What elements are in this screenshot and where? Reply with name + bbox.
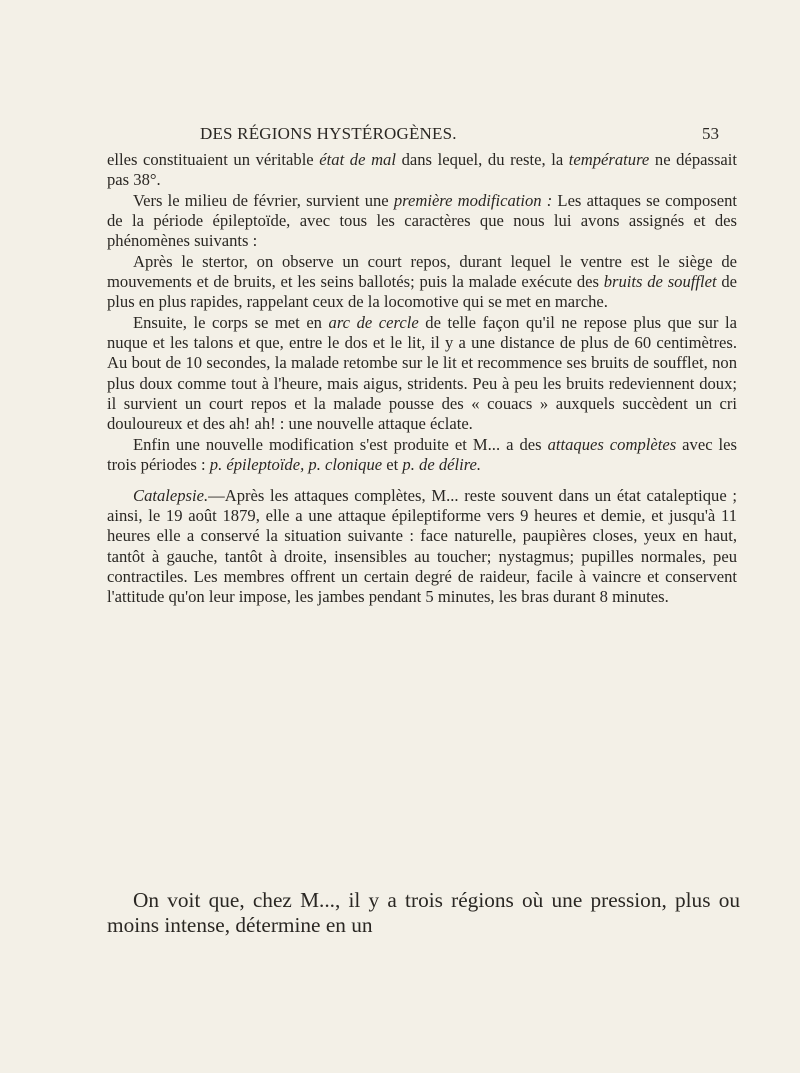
main-text — [107, 150, 737, 608]
section-heading: Catalepsie. — [133, 485, 209, 505]
paragraph-5: Enfin une nouvelle modification s'est produite et M... a des attaques complètes avec les trois périodes : p. épileptoïde, p. clonique et p. de délire. — [107, 434, 737, 475]
page-number: 53 — [702, 124, 719, 143]
paragraph-4: Ensuite, le corps se met en arc de cercle de telle façon qu'il ne repose plus que sur la nuque et les talons et que, entre le dos et le lit, il y a une distance de plus de 60 centimètres. Au bout de 10 secondes, la malade retombe sur le lit et recommence ses bruits de soufflet, non plus doux comme tout à l'heure, mais aigus, stridents. Peu à peu les bruits redeviennent doux; il survient un court repos et la malade pousse des « couacs » auxquels succèdent un cri douloureux et des ah! ah! : une nouvelle attaque éclate. — [107, 312, 737, 434]
paragraph-1: elles constituaient un véritable état de mal dans lequel, du reste, la température ne dépassait pas 38°. — [107, 150, 738, 190]
paragraph-3: Après le stertor, on observe un court repos, durant lequel le ventre est le siège de mouvements et de bruits, et les seins ballotés; puis la malade exécute des bruits de soufflet de plus en plus rapides, rappelant ceux de la locomotive qui se met en marche. — [107, 251, 738, 312]
paragraph-7-large: On voit que, chez M..., il y a trois régions où une pression, plus ou moins intense, détermine en un — [107, 888, 740, 937]
paragraph-6-catalepsie: Catalepsie.—Après les attaques complètes, M... reste souvent dans un état cataleptique ; ainsi, le 19 août 1879, elle a une attaque épileptiforme vers 9 heures et demie, et jusqu'à 11 heures elle a conservé la situation suivante : face naturelle, paupières closes, yeux en haut, tantôt à gauche, tantôt à droite, insensibles au toucher; nystagmus; pupilles normales, peu contractiles. Les membres offrent un certain degré de raideur, facile à vaincre et conservent l'attitude qu'on leur impose, les jambes pendant 5 minutes, les bras durant 8 minutes. — [107, 485, 737, 607]
paragraph-2: Vers le milieu de février, survient une première modification : Les attaques se composent de la période épileptoïde, avec tous les caractères que nous lui avons assignés et des phénomènes suivants : — [107, 190, 737, 251]
running-title: DES RÉGIONS HYSTÉROGÈNES. — [200, 124, 457, 143]
